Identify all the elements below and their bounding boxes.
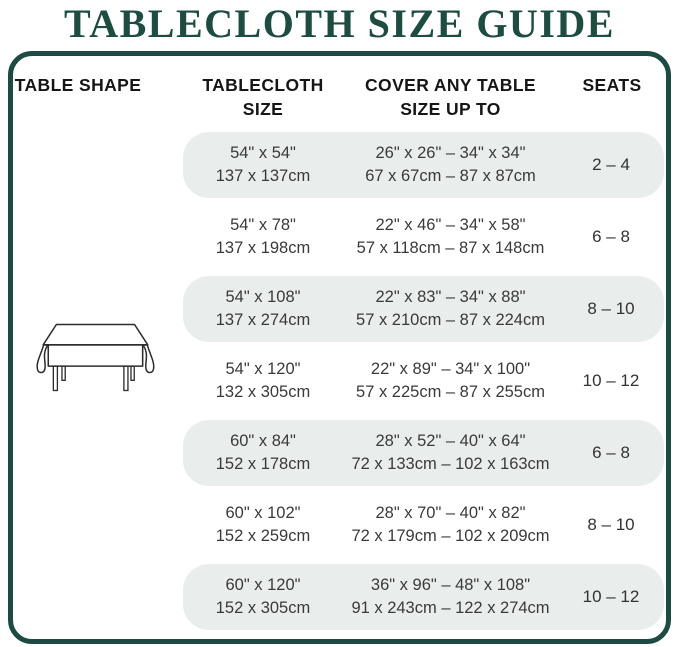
size-cm: 137 x 198cm <box>215 239 311 257</box>
size-inches: 54" x 78" <box>230 215 296 234</box>
table-row <box>183 420 664 486</box>
table-row <box>183 492 664 558</box>
cover-cm: 91 x 243cm – 122 x 274cm <box>351 599 550 617</box>
cover-inches: 22" x 46" – 34" x 58" <box>375 215 526 234</box>
tablecloth-size-cell <box>183 574 343 621</box>
size-guide-table <box>8 51 671 644</box>
size-cm: 137 x 274cm <box>215 311 311 329</box>
seats-value: 2 – 4 <box>592 155 630 175</box>
seats-cell <box>558 153 664 177</box>
tablecloth-size-cell <box>183 430 343 477</box>
header-label: TABLECLOTH <box>202 75 324 95</box>
seats-cell <box>558 369 664 393</box>
cover-cm: 72 x 133cm – 102 x 163cm <box>351 455 550 473</box>
seats-value: 6 – 8 <box>592 227 630 247</box>
seats-value: 10 – 12 <box>582 371 640 391</box>
cover-range-cell <box>343 142 558 189</box>
cover-cm: 72 x 179cm – 102 x 209cm <box>351 527 550 545</box>
cover-inches: 36" x 96" – 48" x 108" <box>370 575 531 594</box>
size-inches: 60" x 102" <box>225 503 301 522</box>
size-inches: 54" x 108" <box>225 287 301 306</box>
seats-value: 10 – 12 <box>582 587 640 607</box>
seats-value: 8 – 10 <box>587 515 635 535</box>
size-cm: 132 x 305cm <box>215 383 311 401</box>
size-inches: 60" x 84" <box>230 431 296 450</box>
tablecloth-size-cell <box>183 358 343 405</box>
seats-value: 6 – 8 <box>592 443 630 463</box>
header-table-shape <box>13 56 183 129</box>
table-rows <box>183 129 664 630</box>
rectangular-table-illustration <box>31 311 165 405</box>
seats-value: 8 – 10 <box>587 299 635 319</box>
seats-cell <box>558 585 664 609</box>
table-row <box>183 276 664 342</box>
seats-cell <box>558 513 664 537</box>
header-label: TABLE SHAPE <box>14 75 142 95</box>
header-label: SIZE UP TO <box>400 99 501 119</box>
tablecloth-size-cell <box>183 214 343 261</box>
cover-cm: 57 x 210cm – 87 x 224cm <box>356 311 545 329</box>
cover-cm: 57 x 225cm – 87 x 255cm <box>356 383 545 401</box>
cover-range-cell <box>343 358 558 405</box>
page-title: TABLECLOTH SIZE GUIDE <box>64 1 615 46</box>
header-cover-range <box>343 56 558 129</box>
table-row <box>183 564 664 630</box>
cover-range-cell <box>343 574 558 621</box>
cover-cm: 67 x 67cm – 87 x 87cm <box>365 167 536 185</box>
cover-inches: 26" x 26" – 34" x 34" <box>375 143 526 162</box>
cover-range-cell <box>343 502 558 549</box>
cover-inches: 22" x 89" – 34" x 100" <box>370 359 531 378</box>
cover-range-cell <box>343 286 558 333</box>
cover-inches: 28" x 52" – 40" x 64" <box>375 431 526 450</box>
size-inches: 60" x 120" <box>225 575 301 594</box>
tablecloth-size-cell <box>183 142 343 189</box>
tablecloth-size-cell <box>183 502 343 549</box>
seats-cell <box>558 225 664 249</box>
header-seats <box>558 56 666 129</box>
size-cm: 152 x 305cm <box>215 599 311 617</box>
size-cm: 152 x 259cm <box>215 527 311 545</box>
seats-cell <box>558 441 664 465</box>
header-label: COVER ANY TABLE <box>365 75 536 95</box>
header-label: SEATS <box>582 75 642 95</box>
table-row <box>183 132 664 198</box>
table-row <box>183 204 664 270</box>
cover-inches: 28" x 70" – 40" x 82" <box>375 503 526 522</box>
cover-range-cell <box>343 214 558 261</box>
cover-inches: 22" x 83" – 34" x 88" <box>375 287 526 306</box>
header-label: SIZE <box>242 99 284 119</box>
table-row <box>183 348 664 414</box>
tablecloth-size-cell <box>183 286 343 333</box>
seats-cell <box>558 297 664 321</box>
table-body <box>13 129 666 639</box>
size-cm: 152 x 178cm <box>215 455 311 473</box>
cover-range-cell <box>343 430 558 477</box>
size-inches: 54" x 54" <box>230 143 296 162</box>
cover-cm: 57 x 118cm – 87 x 148cm <box>356 239 545 257</box>
size-inches: 54" x 120" <box>225 359 301 378</box>
header-tablecloth-size <box>183 56 343 129</box>
size-cm: 137 x 137cm <box>215 167 311 185</box>
table-header-row <box>13 56 666 129</box>
